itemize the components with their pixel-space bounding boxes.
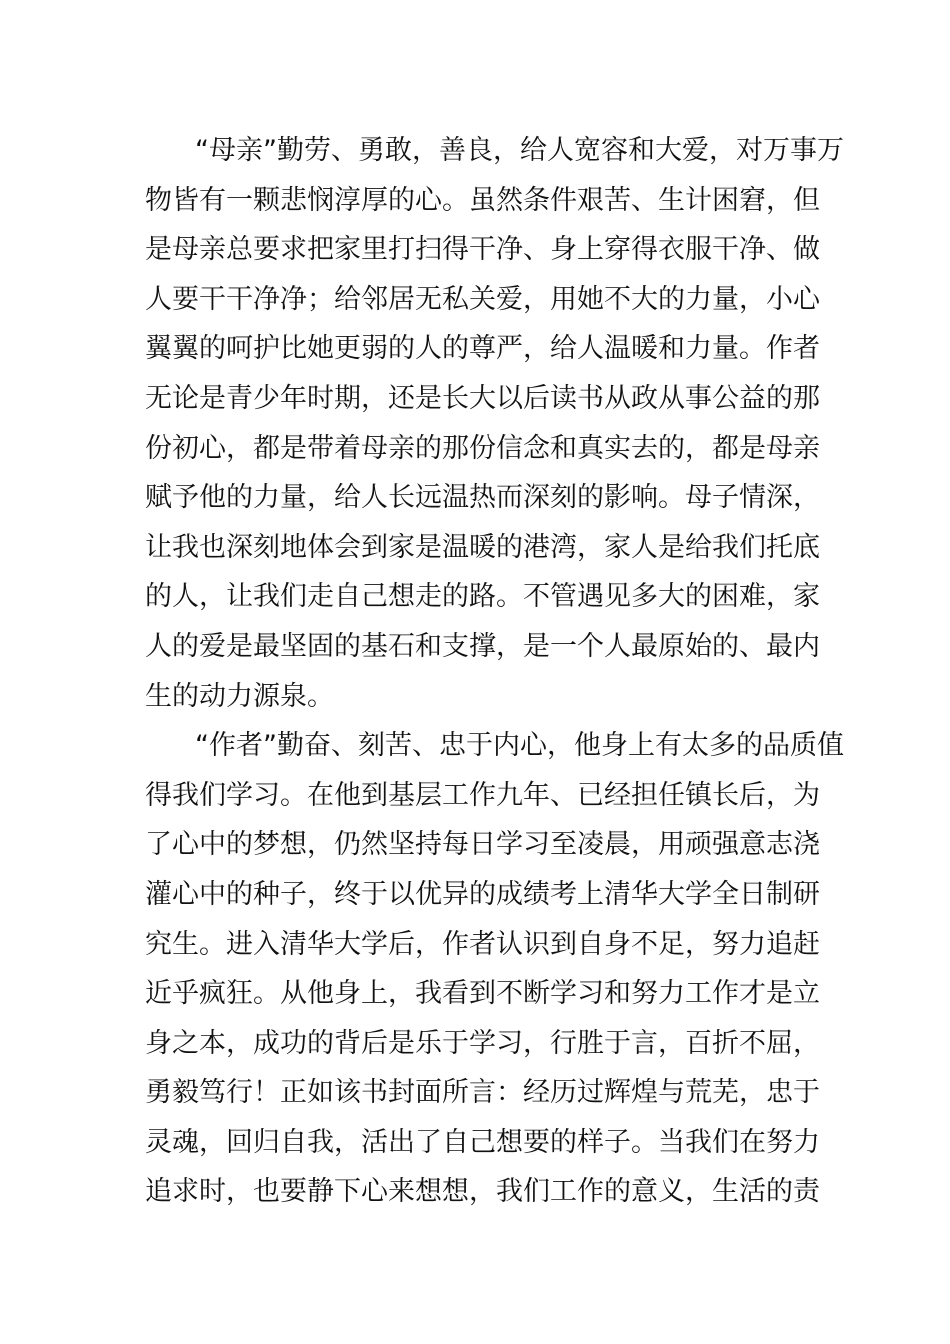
paragraph-2-line-6: 近乎疯狂。从他身上，我看到不断学习和努力工作才是立 <box>145 978 820 1010</box>
paragraph-2-line-1: “作者”勤奋、刻苦、忠于内心，他身上有太多的品质值 <box>195 730 844 762</box>
paragraph-2-line-7: 身之本，成功的背后是乐于学习，行胜于言，百折不屈， <box>145 1027 820 1059</box>
paragraph-1-line-5: 翼翼的呵护比她更弱的人的尊严，给人温暖和力量。作者 <box>145 333 820 365</box>
paragraph-2-line-4: 灌心中的种子，终于以优异的成绩考上清华大学全日制研 <box>145 878 820 910</box>
paragraph-2-line-5: 究生。进入清华大学后，作者认识到自身不足，努力追赶 <box>145 928 820 960</box>
paragraph-2-line-9: 灵魂，回归自我，活出了自己想要的样子。当我们在努力 <box>145 1126 820 1158</box>
paragraph-1-line-9: 让我也深刻地体会到家是温暖的港湾，家人是给我们托底 <box>145 531 820 563</box>
paragraph-1-line-7: 份初心，都是带着母亲的那份信念和真实去的，都是母亲 <box>145 432 820 464</box>
body-text <box>145 126 844 1217</box>
paragraph-2-line-10: 追求时，也要静下心来想想，我们工作的意义，生活的责 <box>145 1176 820 1208</box>
paragraph-1-line-2: 物皆有一颗悲悯淳厚的心。虽然条件艰苦、生计困窘，但 <box>145 184 820 216</box>
paragraph-2-line-3: 了心中的梦想，仍然坚持每日学习至凌晨，用顽强意志浇 <box>145 829 820 861</box>
paragraph-1-line-1: “母亲”勤劳、勇敢，善良，给人宽容和大爱，对万事万 <box>195 135 844 166</box>
paragraph-2-line-8: 勇毅笃行！正如该书封面所言：经历过辉煌与荒芜，忠于 <box>145 1077 820 1109</box>
paragraph-1-line-8: 赋予他的力量，给人长远温热而深刻的影响。母子情深， <box>145 482 820 514</box>
paragraph-1-line-6: 无论是青少年时期，还是长大以后读书从政从事公益的那 <box>145 382 820 414</box>
paragraph-2-line-2: 得我们学习。在他到基层工作九年、已经担任镇长后，为 <box>145 779 820 811</box>
paragraph-1-line-11: 人的爱是最坚固的基石和支撑，是一个人最原始的、最内 <box>145 630 820 662</box>
paragraph-1-line-12: 生的动力源泉。 <box>145 680 334 712</box>
paragraph-1-line-4: 人要干干净净；给邻居无私关爱，用她不大的力量，小心 <box>145 283 820 315</box>
paragraph-1-line-3: 是母亲总要求把家里打扫得干净、身上穿得衣服干净、做 <box>145 234 820 266</box>
paragraph-1-line-10: 的人，让我们走自己想走的路。不管遇见多大的困难，家 <box>145 581 820 613</box>
